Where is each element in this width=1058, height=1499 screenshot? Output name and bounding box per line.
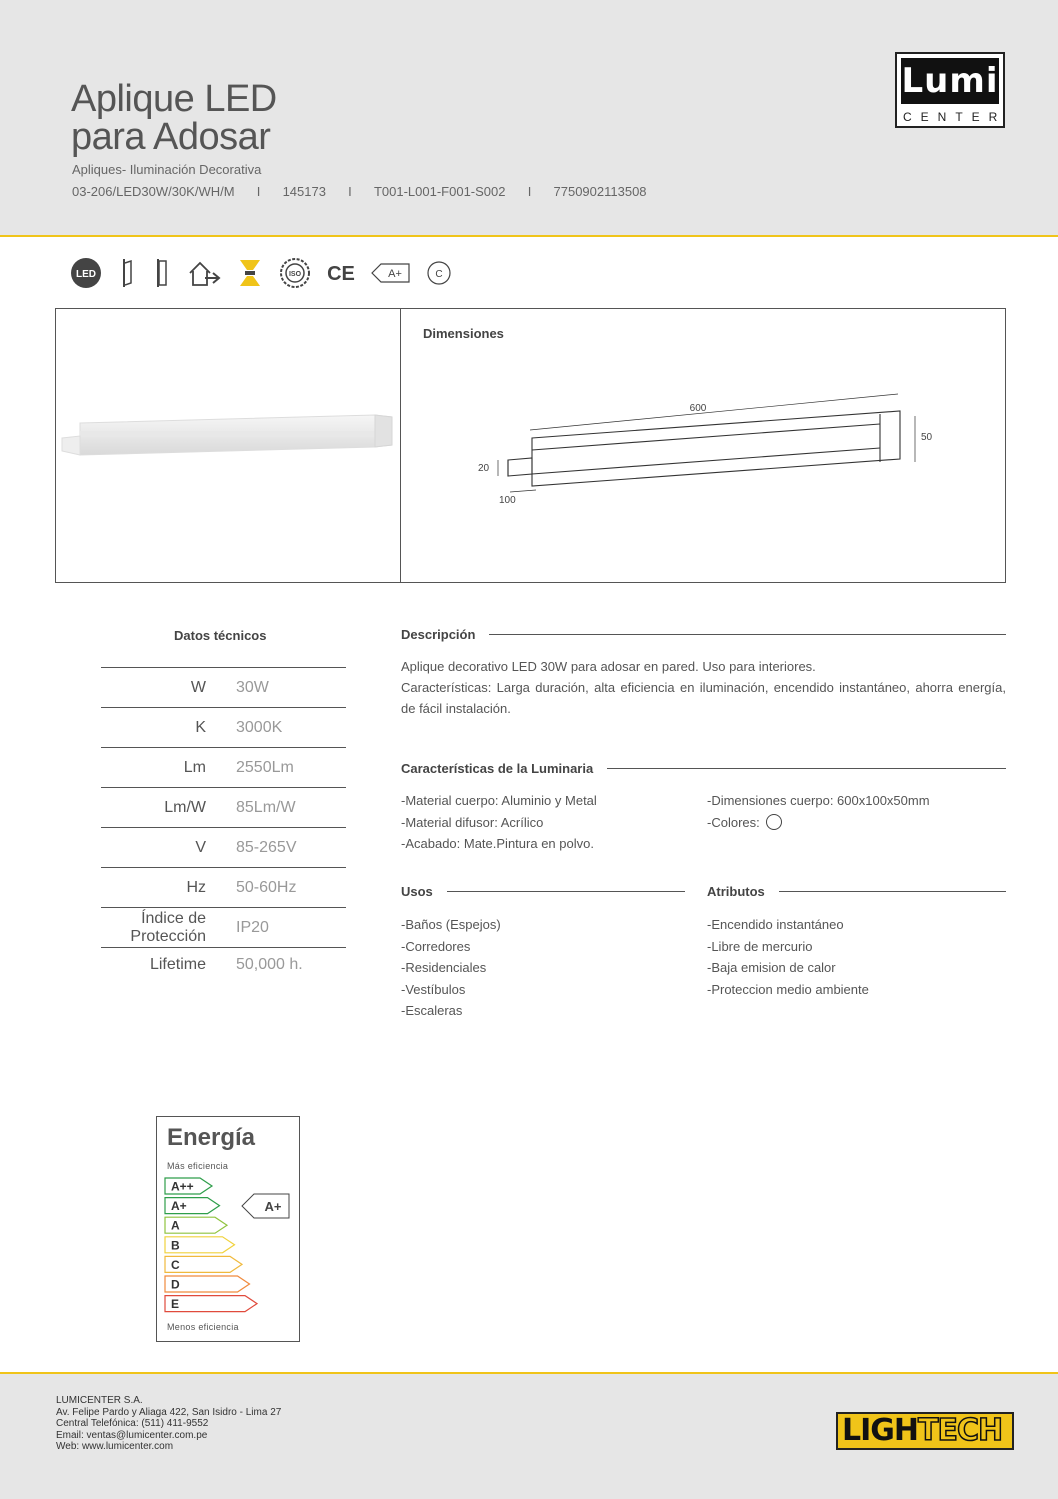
energy-class-arrow bbox=[165, 1237, 235, 1253]
logo-word: TECH bbox=[918, 1413, 1003, 1448]
tech-data-table bbox=[101, 667, 346, 982]
list-item: -Libre de mercurio bbox=[707, 938, 813, 954]
energy-class-icon bbox=[371, 256, 411, 290]
section-title-text: Usos bbox=[401, 884, 433, 899]
lightech-logo bbox=[836, 1412, 1014, 1450]
page-title bbox=[71, 80, 277, 156]
energy-title: Energía bbox=[167, 1124, 256, 1151]
list-item: -Dimensiones cuerpo: 600x100x50mm bbox=[707, 793, 930, 808]
row-value: 2550Lm bbox=[236, 758, 294, 776]
energy-class-arrow bbox=[165, 1217, 227, 1233]
feature-icons bbox=[70, 256, 467, 290]
list-item: -Baños (Espejos) bbox=[401, 917, 501, 932]
wall-profile-icon bbox=[152, 256, 172, 290]
table-row bbox=[101, 867, 346, 907]
lumicenter-logo bbox=[895, 52, 1005, 128]
dim-depth: 100 bbox=[499, 495, 516, 506]
product-code: 03-206/LED30W/30K/WH/M bbox=[72, 184, 235, 199]
energy-more-efficiency: Más eficiencia bbox=[167, 1161, 229, 1171]
category-subtitle: Apliques- Iluminación Decorativa bbox=[72, 162, 262, 177]
row-label: Índice de Protección bbox=[130, 909, 206, 945]
svg-text:A+: A+ bbox=[388, 268, 402, 280]
table-row bbox=[101, 827, 346, 867]
luminaria-title bbox=[401, 761, 1006, 776]
row-value: 3000K bbox=[236, 718, 283, 736]
table-row bbox=[101, 747, 346, 787]
product-photo bbox=[60, 405, 395, 465]
dim-length: 600 bbox=[689, 403, 707, 414]
up-down-light-icon bbox=[236, 256, 264, 290]
description-title bbox=[401, 627, 1006, 642]
dimensions-label: Dimensiones bbox=[423, 326, 504, 341]
luminaria-right-list bbox=[707, 790, 1006, 833]
row-label: Hz bbox=[186, 878, 206, 896]
list-item: -Baja emision de calor bbox=[707, 960, 836, 975]
code-separator: I bbox=[256, 184, 261, 199]
color-swatch-white bbox=[766, 814, 782, 830]
svg-text:C: C bbox=[435, 269, 443, 280]
description-text bbox=[401, 656, 1006, 719]
svg-text:ISO: ISO bbox=[288, 271, 302, 278]
company-name: LUMICENTER S.A. bbox=[56, 1395, 143, 1406]
list-item: -Acabado: Mate.Pintura en polvo. bbox=[401, 836, 594, 851]
list-item: -Material difusor: Acrílico bbox=[401, 814, 544, 830]
table-row bbox=[101, 947, 346, 982]
product-code: 145173 bbox=[282, 184, 326, 199]
row-label: Lm/W bbox=[164, 798, 206, 816]
section-title-text: Atributos bbox=[707, 884, 765, 899]
energy-class-arrow bbox=[165, 1178, 212, 1194]
company-address: Av. Felipe Pardo y Aliaga 422, San Isidro - Lima 27 bbox=[56, 1406, 282, 1418]
row-value: IP20 bbox=[236, 918, 269, 936]
row-label: Lm bbox=[183, 758, 206, 776]
list-item: -Corredores bbox=[401, 938, 471, 954]
energy-class-arrow bbox=[165, 1296, 257, 1312]
section-title-text: Descripción bbox=[401, 627, 476, 642]
dimensions-drawing bbox=[470, 390, 940, 510]
list-item: -Residenciales bbox=[401, 960, 487, 975]
atributos-list bbox=[707, 914, 1006, 1000]
list-item: -Escaleras bbox=[401, 1003, 463, 1018]
table-row bbox=[101, 707, 346, 747]
table-row bbox=[101, 787, 346, 827]
section-rule bbox=[779, 891, 1006, 892]
table-row bbox=[101, 667, 346, 707]
company-web: Web: www.lumicenter.com bbox=[56, 1441, 174, 1452]
product-code: 7750902113508 bbox=[553, 184, 647, 199]
wall-mount-icon bbox=[117, 256, 137, 290]
energy-class-arrow bbox=[165, 1256, 242, 1272]
energy-rating-arrow bbox=[242, 1194, 289, 1218]
list-item bbox=[707, 812, 1006, 834]
ce-mark-icon bbox=[326, 256, 356, 290]
row-label: W bbox=[190, 678, 206, 696]
luminaria-left-list bbox=[401, 790, 701, 855]
code-separator: I bbox=[527, 184, 532, 199]
energy-class-label: A bbox=[171, 1218, 180, 1233]
list-item: -Proteccion medio ambiente bbox=[707, 981, 869, 997]
row-value: 50,000 h. bbox=[236, 956, 303, 973]
quality-seal-icon bbox=[279, 256, 311, 290]
product-codes bbox=[72, 184, 647, 199]
logo-word: LIGH bbox=[838, 1413, 918, 1448]
usos-title bbox=[401, 884, 685, 899]
colors-label: -Colores: bbox=[707, 814, 760, 830]
table-row bbox=[101, 907, 346, 947]
dim-height: 50 bbox=[921, 432, 933, 443]
energy-class-arrow bbox=[165, 1198, 220, 1214]
row-value: 85-265V bbox=[236, 838, 297, 856]
title-line-1: Aplique LED bbox=[71, 78, 277, 120]
svg-text:LED: LED bbox=[76, 269, 96, 280]
section-title-text: Características de la Luminaria bbox=[401, 761, 594, 776]
company-phone: Central Telefónica: (511) 411-9552 bbox=[56, 1418, 209, 1429]
row-label: V bbox=[195, 838, 206, 856]
title-line-2: para Adosar bbox=[71, 116, 271, 158]
energy-class-arrow bbox=[165, 1276, 250, 1292]
dim-side: 20 bbox=[478, 463, 490, 474]
description-line: Aplique decorativo LED 30W para adosar en pared. Uso para interiores. bbox=[401, 659, 816, 674]
company-email: Email: ventas@lumicenter.com.pe bbox=[56, 1429, 208, 1441]
logo-word: Lumi bbox=[901, 58, 999, 104]
energy-class-label: C bbox=[171, 1257, 180, 1272]
indoor-icon bbox=[187, 256, 221, 290]
section-rule bbox=[607, 768, 1006, 769]
energy-rating-text: A+ bbox=[264, 1199, 282, 1214]
list-item: -Material cuerpo: Aluminio y Metal bbox=[401, 793, 597, 808]
energy-class-label: A++ bbox=[171, 1179, 194, 1194]
row-value: 85Lm/W bbox=[236, 798, 296, 816]
svg-text:CE: CE bbox=[327, 263, 355, 285]
energy-class-label: B bbox=[171, 1238, 180, 1253]
energy-class-label: E bbox=[171, 1297, 180, 1312]
energy-class-label: A+ bbox=[171, 1199, 187, 1214]
product-divider bbox=[400, 308, 401, 583]
section-rule bbox=[447, 891, 685, 892]
company-info bbox=[56, 1395, 281, 1453]
tech-data-title: Datos técnicos bbox=[174, 628, 267, 643]
energy-less-efficiency: Menos eficiencia bbox=[167, 1322, 239, 1332]
row-value: 50-60Hz bbox=[236, 878, 297, 896]
list-item: -Encendido instantáneo bbox=[707, 917, 844, 932]
product-code: T001-L001-F001-S002 bbox=[373, 184, 506, 199]
energy-scale bbox=[164, 1177, 294, 1317]
section-rule bbox=[489, 634, 1006, 635]
usos-list bbox=[401, 914, 685, 1022]
led-icon bbox=[70, 256, 102, 290]
energy-class-label: D bbox=[171, 1277, 180, 1292]
list-item: -Vestíbulos bbox=[401, 981, 466, 997]
code-separator: I bbox=[348, 184, 352, 199]
row-label: K bbox=[195, 718, 206, 736]
row-label: Lifetime bbox=[149, 956, 206, 973]
atributos-title bbox=[707, 884, 1006, 899]
row-value: 30W bbox=[236, 678, 269, 696]
description-line: Características: Larga duración, alta eficiencia en iluminación, encendido instantáneo, ahorra energía, de fácil instalación. bbox=[401, 680, 1006, 716]
copyright-icon bbox=[426, 256, 452, 290]
logo-subword: CENTER bbox=[903, 110, 1007, 124]
